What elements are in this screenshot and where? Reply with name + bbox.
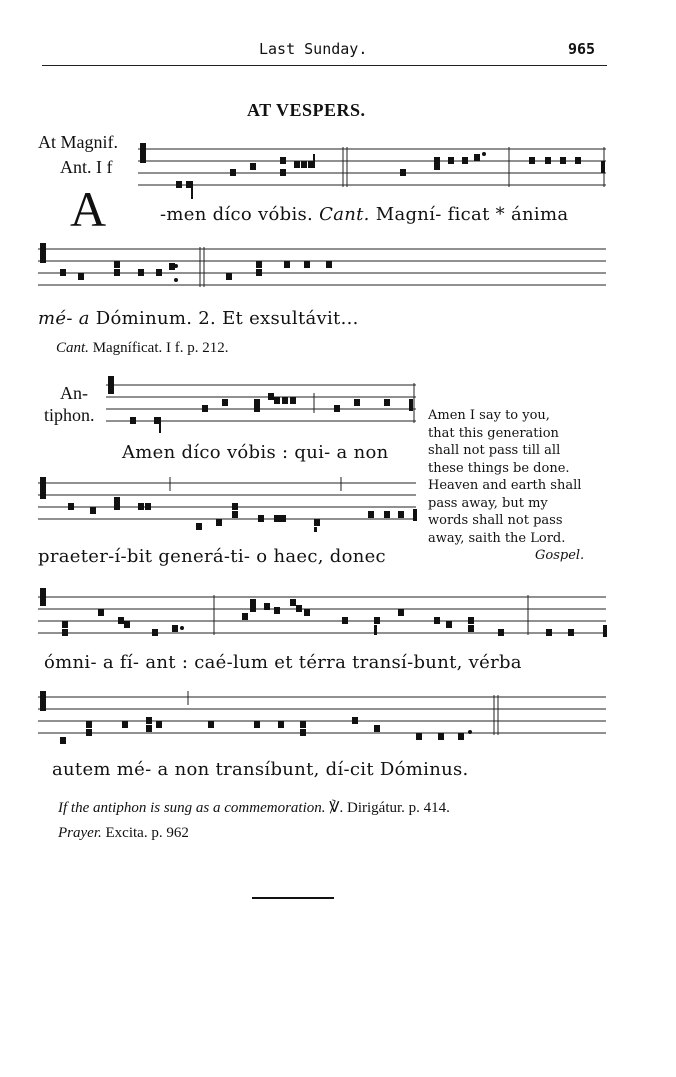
gospel-line: Amen I say to you, <box>428 408 550 423</box>
gospel-line: that this generation <box>428 425 559 441</box>
staff-6 <box>38 688 608 750</box>
prayer-note <box>58 825 189 842</box>
gospel-line: words shall not pass <box>428 513 563 528</box>
page-number: 965 <box>568 40 596 58</box>
gospel-text <box>428 407 581 547</box>
magnif-lyrics-2 <box>38 308 359 329</box>
antiphon-label-2: tiphon. <box>44 405 95 425</box>
commemoration-note <box>58 798 450 817</box>
staff-2 <box>38 240 608 300</box>
antiphon-lyrics-2: praeter-í-bit generá-ti- o haec, donec <box>38 546 386 567</box>
magnif-label: At Magnif. <box>38 132 118 152</box>
staff-4 <box>38 474 418 540</box>
magnif-mode-label: Ant. I f <box>60 157 113 177</box>
initial-letter: A <box>70 181 107 237</box>
magnif-lyrics-1a: -men díco vóbis. <box>160 204 314 225</box>
end-rule <box>252 897 334 899</box>
gospel-line: away, saith the Lord. <box>428 530 566 546</box>
gospel-attribution: Gospel. <box>535 548 585 563</box>
magnif-lyrics-2-rest: Dóminum. 2. Et exsultávit... <box>95 308 359 329</box>
gospel-line: shall not pass till all <box>428 443 561 458</box>
magnif-lyrics-2-italic: mé- a <box>38 308 90 329</box>
magnif-lyrics-1b: Magní- ficat * ánima <box>375 204 569 225</box>
canticle-ref-text: Magníficat. I f. p. 212. <box>92 340 229 356</box>
canticle-ref-cant: Cant. <box>56 340 89 356</box>
staff-3 <box>106 376 418 436</box>
magnif-lyrics-1 <box>160 204 568 225</box>
antiphon-lyrics-3: ómni- a fí- ant : caé-lum et térra transí-bunt, vérba <box>44 652 522 673</box>
commemoration-italic: If the antiphon is sung as a commemoration. <box>58 800 326 816</box>
section-title: AT VESPERS. <box>247 100 366 120</box>
gospel-line: Heaven and earth shall <box>428 478 582 493</box>
antiphon-lyrics-1: Amen díco vóbis : qui- a non <box>122 442 389 463</box>
prayer-rest: Excita. p. 962 <box>105 825 189 841</box>
running-title: Last Sunday. <box>259 40 368 58</box>
gospel-line: pass away, but my <box>428 495 548 511</box>
gospel-line: these things be done. <box>428 460 570 476</box>
staff-1 <box>138 140 608 200</box>
cant-abbrev: Cant. <box>319 204 370 225</box>
commemoration-rest: ℣. Dirigátur. p. 414. <box>329 800 450 816</box>
antiphon-label-1: An- <box>60 383 88 403</box>
canticle-reference <box>56 340 229 357</box>
prayer-italic: Prayer. <box>58 825 102 841</box>
antiphon-lyrics-4: autem mé- a non transíbunt, dí-cit Dóminus. <box>52 759 469 780</box>
staff-5 <box>38 588 608 648</box>
header-rule <box>42 65 607 66</box>
